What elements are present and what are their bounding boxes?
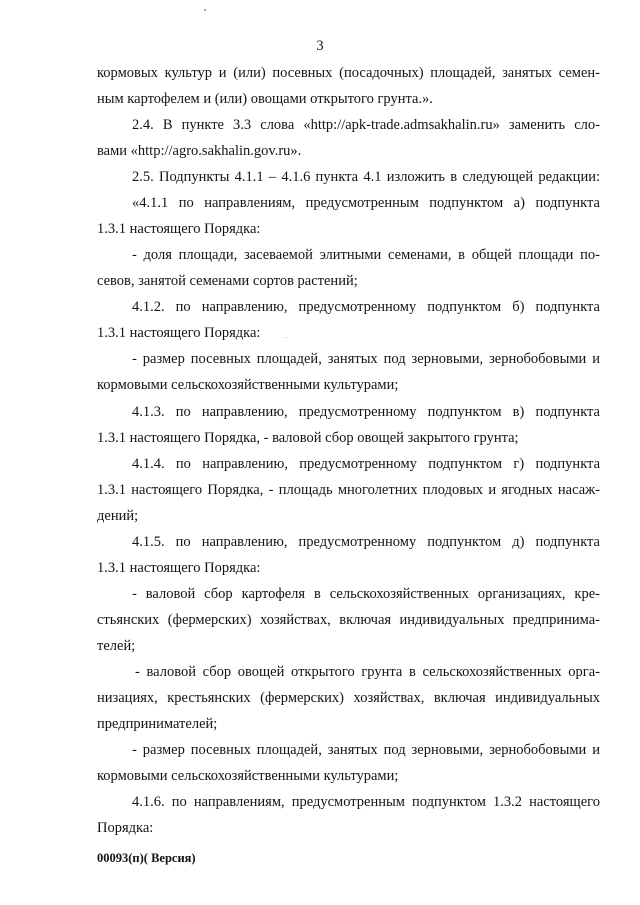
page-number: 3 bbox=[316, 38, 324, 54]
text-line: кормовыми сельскохозяйственными культурами; bbox=[97, 768, 399, 784]
text-line: 1.3.1 настоящего Порядка, - площадь многолетних плодовых и ягодных насаж- bbox=[97, 482, 600, 498]
text-line: кормовыми сельскохозяйственными культурами; bbox=[97, 377, 399, 393]
scan-speck bbox=[204, 9, 206, 11]
text-line: - размер посевных площадей, занятых под зерновыми, зернобобовыми и bbox=[132, 351, 600, 367]
text-line: дений; bbox=[97, 508, 139, 524]
text-line: ным картофелем и (или) овощами открытого грунта.». bbox=[97, 91, 433, 107]
text-line: 4.1.6. по направлениям, предусмотренным подпунктом 1.3.2 настоящего bbox=[132, 794, 600, 810]
text-line: Порядка: bbox=[97, 820, 154, 836]
text-line: 2.5. Подпункты 4.1.1 – 4.1.6 пункта 4.1 изложить в следующей редакции: bbox=[132, 169, 600, 185]
text-line: 1.3.1 настоящего Порядка, - валовой сбор овощей закрытого грунта; bbox=[97, 430, 519, 446]
text-line: 4.1.3. по направлению, предусмотренному подпунктом в) подпункта bbox=[132, 404, 600, 420]
text-line: низациях, крестьянских (фермерских) хозяйствах, включая индивидуальных bbox=[97, 690, 600, 706]
text-line: «4.1.1 по направлениям, предусмотренным подпунктом а) подпункта bbox=[132, 195, 600, 211]
text-line: кормовых культур и (или) посевных (посадочных) площадей, занятых семен- bbox=[97, 65, 600, 81]
text-line: севов, занятой семенами сортов растений; bbox=[97, 273, 358, 289]
text-line: 1.3.1 настоящего Порядка: bbox=[97, 560, 261, 576]
text-line: 1.3.1 настоящего Порядка: bbox=[97, 325, 261, 341]
text-line: 4.1.2. по направлению, предусмотренному подпунктом б) подпункта bbox=[132, 299, 600, 315]
text-line: вами «http://agro.sakhalin.gov.ru». bbox=[97, 143, 302, 159]
text-line: 4.1.4. по направлению, предусмотренному подпунктом г) подпункта bbox=[132, 456, 600, 472]
document-footer-code: 00093(п)( Версия) bbox=[97, 851, 196, 865]
text-line: телей; bbox=[97, 638, 136, 654]
text-line: - доля площади, засеваемой элитными семенами, в общей площади по- bbox=[132, 247, 600, 263]
text-line: 1.3.1 настоящего Порядка: bbox=[97, 221, 261, 237]
text-line: стьянских (фермерских) хозяйствах, включая индивидуальных предпринима- bbox=[97, 612, 600, 628]
text-line: - размер посевных площадей, занятых под зерновыми, зернобобовыми и bbox=[132, 742, 600, 758]
text-line: предпринимателей; bbox=[97, 716, 218, 732]
text-line: - валовой сбор овощей открытого грунта в сельскохозяйственных орга- bbox=[135, 664, 600, 680]
text-line: 2.4. В пункте 3.3 слова «http://apk-trade.admsakhalin.ru» заменить сло- bbox=[132, 117, 600, 133]
text-line: 4.1.5. по направлению, предусмотренному подпунктом д) подпункта bbox=[132, 534, 600, 550]
text-line: - валовой сбор картофеля в сельскохозяйственных организациях, кре- bbox=[132, 586, 600, 602]
